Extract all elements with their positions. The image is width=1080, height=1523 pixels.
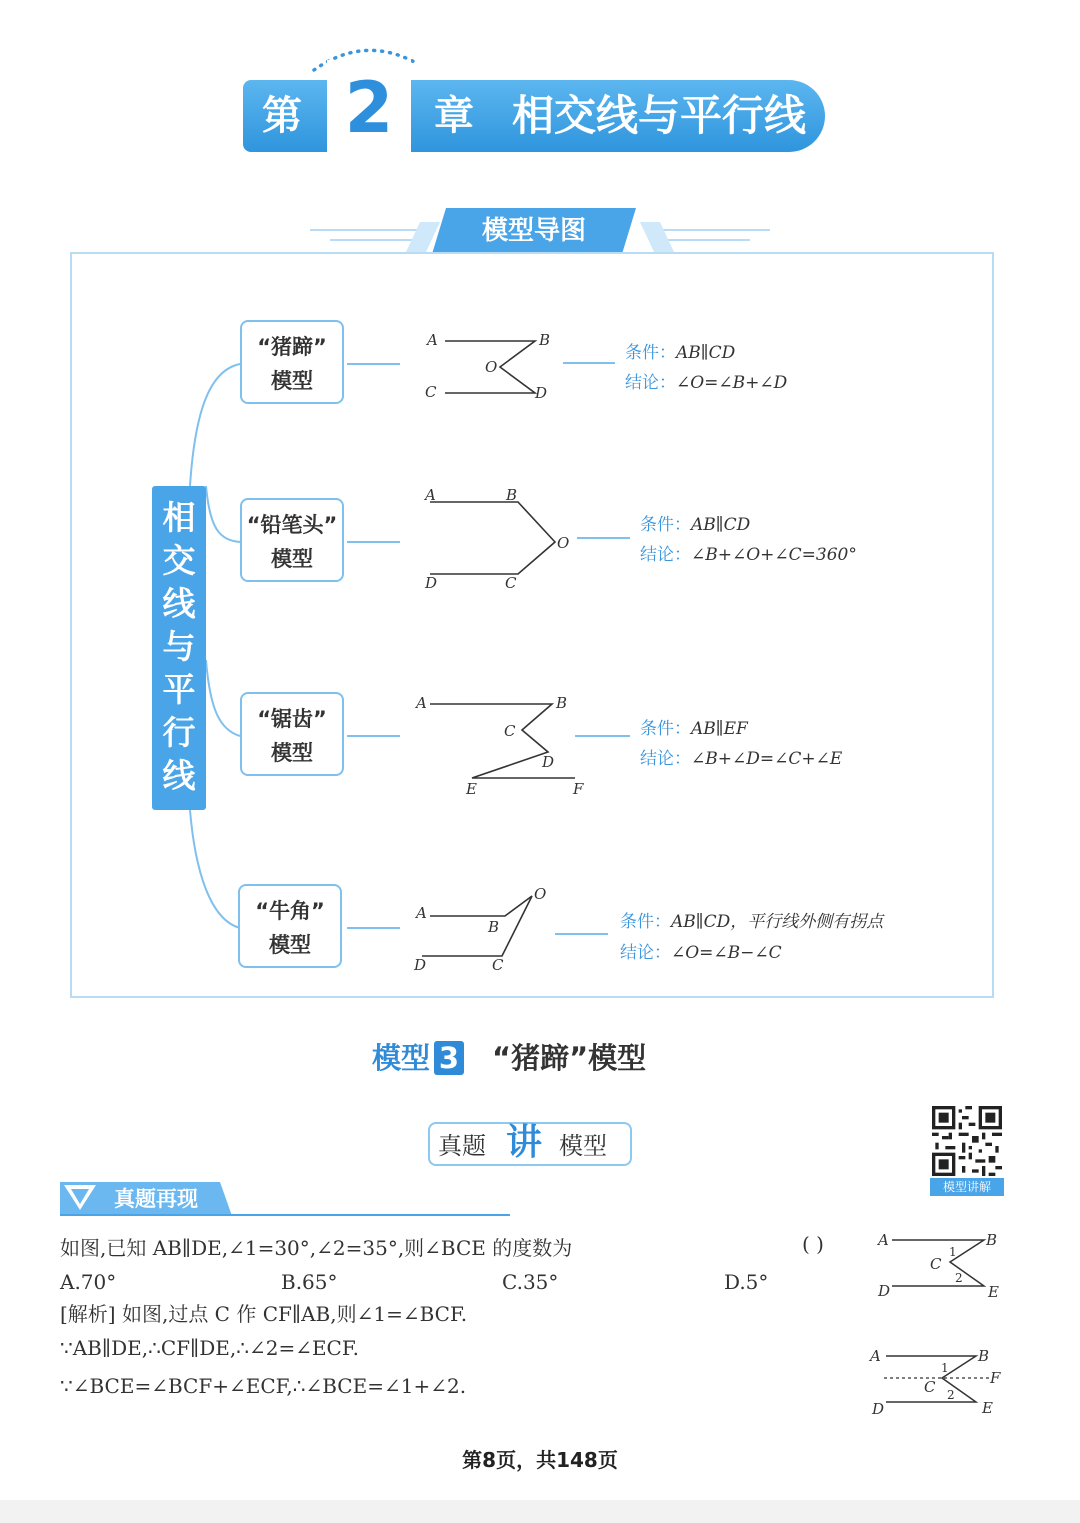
model3-prefix: 模型 xyxy=(372,1041,431,1075)
fig-label: C xyxy=(505,574,517,592)
condition-juchi: 条件：AB∥EF xyxy=(640,719,748,739)
jiang-right: 模型 xyxy=(559,1132,607,1160)
question-figure-1 xyxy=(872,1226,1012,1306)
model-box-juchi xyxy=(240,692,344,776)
conclusion-qianbitou: 结论：∠B+∠O+∠C=360° xyxy=(640,545,857,565)
model-name: “猪蹄” xyxy=(257,335,327,359)
fig-label: E xyxy=(466,780,477,798)
fig-label: B xyxy=(506,486,518,504)
bottom-band xyxy=(0,1500,1080,1523)
model3-number: 3 xyxy=(434,1041,464,1075)
option-b: B.65° xyxy=(281,1270,338,1294)
fig-label: D xyxy=(872,1400,885,1418)
fig-label: O xyxy=(557,534,570,552)
option-c: C.35° xyxy=(502,1270,559,1294)
conclusion-zhuti: 结论：∠O=∠B+∠D xyxy=(625,373,788,393)
fig-label: D xyxy=(542,753,555,771)
fig-label: D xyxy=(878,1282,891,1300)
question-figure-2 xyxy=(866,1342,1016,1422)
condition-zhuti: 条件：AB∥CD xyxy=(625,343,736,363)
model3-title: “猪蹄”模型 xyxy=(492,1041,647,1075)
section-divider xyxy=(60,1214,510,1216)
model-suffix: 模型 xyxy=(271,547,313,571)
analysis-line-1: [解析] 如图,过点 C 作 CF∥AB,则∠1=∠BCF. xyxy=(60,1302,468,1326)
option-d: D.5° xyxy=(724,1270,769,1294)
model-suffix: 模型 xyxy=(271,741,313,765)
chapter-title: 相交线与平行线 xyxy=(512,91,807,140)
figure-niujiao xyxy=(410,880,610,980)
map-header-title: 模型导图 xyxy=(481,216,586,246)
jiang-middle: 讲 xyxy=(506,1122,543,1163)
fig-label: C xyxy=(930,1255,942,1273)
fig-label: E xyxy=(988,1283,999,1301)
page-footer: 第8页，共148页 xyxy=(462,1448,618,1472)
fig-label: B xyxy=(986,1231,998,1249)
fig-label: D xyxy=(425,574,438,592)
fig-label: A xyxy=(878,1231,889,1249)
fig-label: 2 xyxy=(955,1271,963,1285)
fig-label: E xyxy=(982,1399,993,1417)
section-tab-title: 真题再现 xyxy=(114,1187,198,1211)
question-stem: 如图,已知 AB∥DE,∠1=30°,∠2=35°,则∠BCE 的度数为 xyxy=(60,1236,573,1260)
fig-label: 1 xyxy=(941,1361,949,1375)
conclusion-juchi: 结论：∠B+∠D=∠C+∠E xyxy=(640,749,843,769)
fig-label: O xyxy=(485,358,498,376)
chapter-number: 2 xyxy=(344,67,394,149)
model-box-qianbitou xyxy=(240,498,344,582)
fig-label: B xyxy=(556,694,568,712)
fig-label: D xyxy=(535,384,548,402)
model3-heading xyxy=(372,1036,646,1077)
mind-map-root-label: 相交线与平行线 xyxy=(162,498,196,795)
conclusion-niujiao: 结论：∠O=∠B−∠C xyxy=(620,943,782,963)
fig-label: O xyxy=(534,885,547,903)
model-box-niujiao xyxy=(238,884,342,968)
fig-label: 1 xyxy=(949,1245,957,1259)
fig-label: A xyxy=(425,486,436,504)
model-suffix: 模型 xyxy=(271,369,313,393)
condition-qianbitou: 条件：AB∥CD xyxy=(640,515,751,535)
chapter-suffix: 章 xyxy=(434,93,474,139)
option-a: A.70° xyxy=(60,1270,117,1294)
fig-label: B xyxy=(488,918,500,936)
fig-label: A xyxy=(870,1347,881,1365)
fig-label: A xyxy=(416,694,427,712)
fig-label: C xyxy=(924,1378,936,1396)
fig-label: 2 xyxy=(947,1388,955,1402)
chapter-number-box xyxy=(327,60,411,156)
chapter-prefix: 第 xyxy=(262,93,302,139)
answer-paren: ( ) xyxy=(802,1232,824,1256)
model-suffix: 模型 xyxy=(269,933,311,957)
fig-label: B xyxy=(978,1347,990,1365)
model-name: “铅笔头” xyxy=(246,513,338,537)
qr-label: 模型讲解 xyxy=(930,1178,1004,1196)
condition-niujiao: 条件：AB∥CD，平行线外侧有拐点 xyxy=(620,912,884,932)
qr-code-icon[interactable] xyxy=(932,1106,1002,1176)
fig-label: C xyxy=(425,383,437,401)
model-name: “锯齿” xyxy=(257,707,327,731)
model-box-zhuti xyxy=(240,320,344,404)
analysis-line-3: ∵∠BCE=∠BCF+∠ECF,∴∠BCE=∠1+∠2. xyxy=(60,1374,467,1398)
fig-label: C xyxy=(504,722,516,740)
fig-label: B xyxy=(539,331,551,349)
figure-qianbitou xyxy=(415,484,635,594)
fig-label: F xyxy=(990,1369,1001,1387)
figure-juchi xyxy=(410,690,635,800)
model-name: “牛角” xyxy=(255,899,325,923)
fig-label: A xyxy=(416,904,427,922)
analysis-line-2: ∵AB∥DE,∴CF∥DE,∴∠2=∠ECF. xyxy=(60,1336,359,1360)
jiang-left: 真题 xyxy=(438,1132,486,1160)
figure-zhuti xyxy=(415,325,615,405)
fig-label: A xyxy=(427,331,438,349)
fig-label: F xyxy=(573,780,584,798)
fig-label: D xyxy=(414,956,427,974)
fig-label: C xyxy=(492,956,504,974)
